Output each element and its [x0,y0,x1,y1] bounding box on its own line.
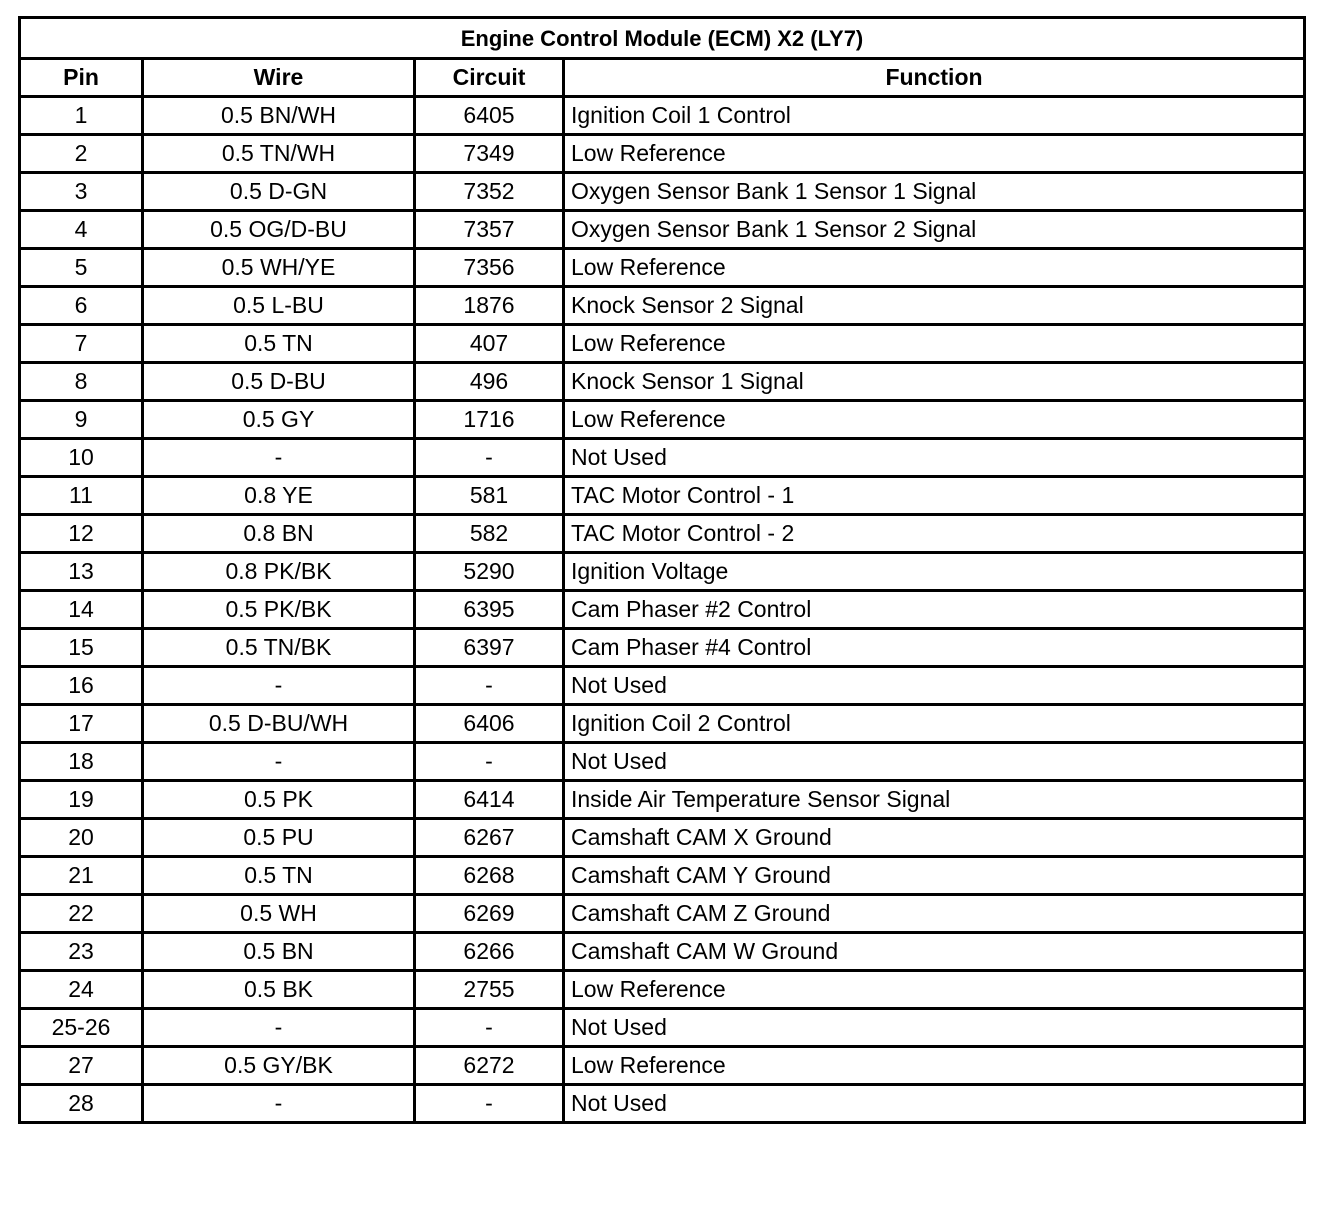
wire-cell: 0.5 OG/D-BU [143,211,415,249]
wire-cell: 0.8 PK/BK [143,553,415,591]
function-cell: Cam Phaser #4 Control [564,629,1305,667]
circuit-cell: - [415,1009,564,1047]
table-row [20,363,1305,401]
wire-cell: - [143,1009,415,1047]
table-row [20,249,1305,287]
function-cell: Ignition Voltage [564,553,1305,591]
circuit-cell: 6406 [415,705,564,743]
pin-cell: 28 [20,1085,143,1123]
function-cell: Not Used [564,1085,1305,1123]
wire-cell: 0.8 BN [143,515,415,553]
pin-cell: 27 [20,1047,143,1085]
table-row [20,705,1305,743]
function-cell: Oxygen Sensor Bank 1 Sensor 1 Signal [564,173,1305,211]
wire-cell: 0.5 BN/WH [143,97,415,135]
wire-cell: 0.8 YE [143,477,415,515]
function-cell: Knock Sensor 1 Signal [564,363,1305,401]
function-cell: Low Reference [564,249,1305,287]
function-cell: Camshaft CAM Y Ground [564,857,1305,895]
pin-cell: 10 [20,439,143,477]
function-cell: Not Used [564,1009,1305,1047]
table-row [20,1047,1305,1085]
function-cell: Low Reference [564,401,1305,439]
pin-cell: 16 [20,667,143,705]
function-cell: Low Reference [564,1047,1305,1085]
wire-cell: 0.5 D-GN [143,173,415,211]
wire-cell: 0.5 GY/BK [143,1047,415,1085]
wire-cell: 0.5 PK [143,781,415,819]
wire-cell: - [143,439,415,477]
table-row [20,743,1305,781]
table-row [20,1009,1305,1047]
circuit-cell: 7356 [415,249,564,287]
table-row [20,173,1305,211]
circuit-cell: 6267 [415,819,564,857]
pin-cell: 22 [20,895,143,933]
wire-cell: 0.5 TN/WH [143,135,415,173]
circuit-cell: 6269 [415,895,564,933]
pin-cell: 25-26 [20,1009,143,1047]
circuit-cell: - [415,1085,564,1123]
function-cell: Low Reference [564,325,1305,363]
pin-cell: 1 [20,97,143,135]
connector-pinout-table [18,16,1306,1124]
function-cell: Camshaft CAM Z Ground [564,895,1305,933]
circuit-cell: - [415,439,564,477]
pin-cell: 17 [20,705,143,743]
function-cell: Low Reference [564,135,1305,173]
column-header-pin: Pin [20,59,143,97]
pin-cell: 18 [20,743,143,781]
function-cell: Camshaft CAM W Ground [564,933,1305,971]
column-header-wire: Wire [143,59,415,97]
circuit-cell: 6414 [415,781,564,819]
circuit-cell: 7352 [415,173,564,211]
table-row [20,895,1305,933]
circuit-cell: - [415,667,564,705]
table-row [20,933,1305,971]
table-row [20,553,1305,591]
pin-cell: 24 [20,971,143,1009]
table-row [20,667,1305,705]
wire-cell: 0.5 TN [143,857,415,895]
table-row [20,857,1305,895]
pin-cell: 4 [20,211,143,249]
pin-cell: 14 [20,591,143,629]
circuit-cell: 582 [415,515,564,553]
table-row [20,629,1305,667]
table-title-row [20,18,1305,59]
function-cell: Cam Phaser #2 Control [564,591,1305,629]
pin-cell: 7 [20,325,143,363]
pin-cell: 6 [20,287,143,325]
circuit-cell: 6405 [415,97,564,135]
pin-cell: 15 [20,629,143,667]
function-cell: Not Used [564,667,1305,705]
circuit-cell: - [415,743,564,781]
circuit-cell: 6395 [415,591,564,629]
table-header-row [20,59,1305,97]
pin-cell: 19 [20,781,143,819]
table-row [20,591,1305,629]
function-cell: Camshaft CAM X Ground [564,819,1305,857]
table-row [20,97,1305,135]
circuit-cell: 7349 [415,135,564,173]
table-row [20,819,1305,857]
table-title: Engine Control Module (ECM) X2 (LY7) [20,18,1305,59]
circuit-cell: 2755 [415,971,564,1009]
circuit-cell: 581 [415,477,564,515]
table-body [20,97,1305,1123]
function-cell: Inside Air Temperature Sensor Signal [564,781,1305,819]
table-row [20,439,1305,477]
function-cell: Knock Sensor 2 Signal [564,287,1305,325]
wire-cell: 0.5 PK/BK [143,591,415,629]
column-header-circuit: Circuit [415,59,564,97]
wire-cell: 0.5 L-BU [143,287,415,325]
function-cell: TAC Motor Control - 2 [564,515,1305,553]
pin-cell: 23 [20,933,143,971]
function-cell: Not Used [564,743,1305,781]
function-cell: Ignition Coil 1 Control [564,97,1305,135]
circuit-cell: 7357 [415,211,564,249]
circuit-cell: 5290 [415,553,564,591]
wire-cell: 0.5 TN [143,325,415,363]
wire-cell: 0.5 PU [143,819,415,857]
pin-cell: 20 [20,819,143,857]
circuit-cell: 496 [415,363,564,401]
function-cell: Not Used [564,439,1305,477]
pin-cell: 21 [20,857,143,895]
wire-cell: 0.5 GY [143,401,415,439]
wire-cell: 0.5 WH/YE [143,249,415,287]
table-row [20,401,1305,439]
pin-cell: 13 [20,553,143,591]
wire-cell: 0.5 BK [143,971,415,1009]
table-row [20,971,1305,1009]
wire-cell: 0.5 D-BU/WH [143,705,415,743]
column-header-function: Function [564,59,1305,97]
pin-cell: 5 [20,249,143,287]
table-row [20,1085,1305,1123]
pin-cell: 9 [20,401,143,439]
function-cell: Ignition Coil 2 Control [564,705,1305,743]
table-row [20,515,1305,553]
circuit-cell: 1876 [415,287,564,325]
table-row [20,211,1305,249]
table-row [20,325,1305,363]
circuit-cell: 6266 [415,933,564,971]
circuit-cell: 6268 [415,857,564,895]
circuit-cell: 6272 [415,1047,564,1085]
circuit-cell: 6397 [415,629,564,667]
wire-cell: 0.5 BN [143,933,415,971]
wire-cell: - [143,1085,415,1123]
circuit-cell: 1716 [415,401,564,439]
wire-cell: 0.5 WH [143,895,415,933]
table-row [20,477,1305,515]
pin-cell: 8 [20,363,143,401]
table-row [20,135,1305,173]
function-cell: Oxygen Sensor Bank 1 Sensor 2 Signal [564,211,1305,249]
pin-cell: 12 [20,515,143,553]
table-row [20,287,1305,325]
pin-cell: 2 [20,135,143,173]
wire-cell: - [143,743,415,781]
wire-cell: 0.5 D-BU [143,363,415,401]
function-cell: Low Reference [564,971,1305,1009]
pin-cell: 3 [20,173,143,211]
wire-cell: - [143,667,415,705]
circuit-cell: 407 [415,325,564,363]
table-row [20,781,1305,819]
function-cell: TAC Motor Control - 1 [564,477,1305,515]
pin-cell: 11 [20,477,143,515]
wire-cell: 0.5 TN/BK [143,629,415,667]
